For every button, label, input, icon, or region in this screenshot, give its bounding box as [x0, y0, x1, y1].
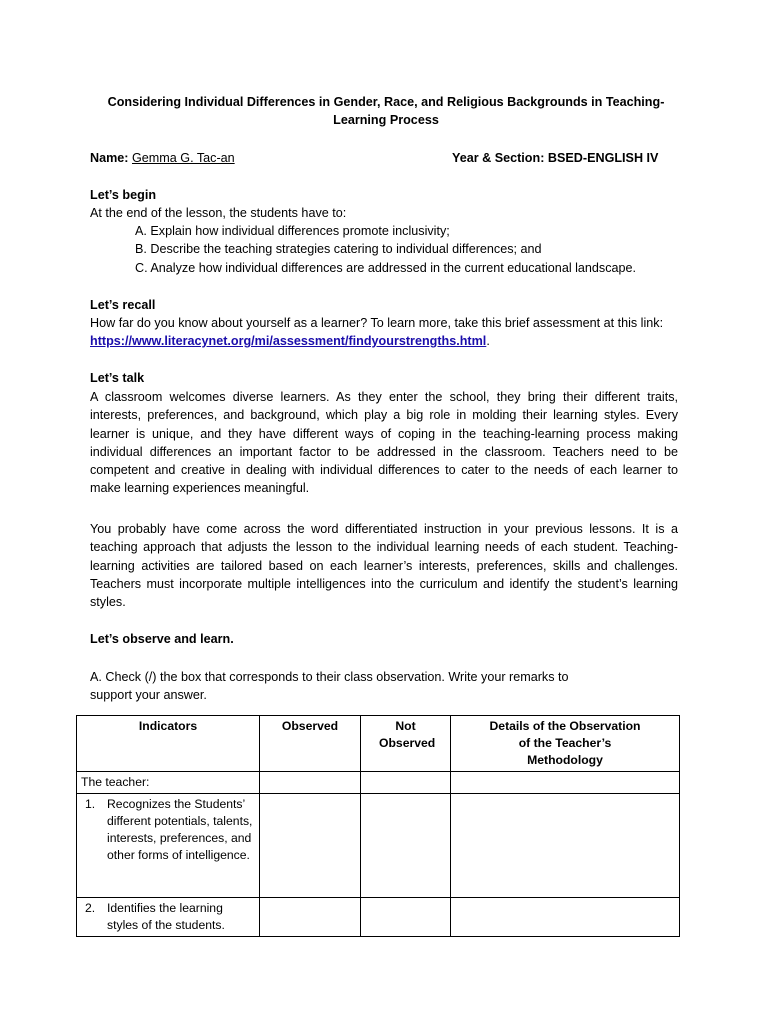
teacher-label-cell: The teacher:	[77, 772, 260, 794]
section-line	[452, 149, 658, 167]
observation-table	[76, 715, 680, 937]
observed-cell[interactable]	[260, 772, 361, 794]
header-indicators: Indicators	[77, 716, 260, 772]
objective-b: B. Describe the teaching strategies catering to individual differences; and	[135, 242, 542, 256]
indicator-number: 1.	[85, 797, 96, 811]
not-observed-cell[interactable]	[361, 772, 451, 794]
recall-heading: Let’s recall	[90, 298, 156, 312]
section-label: Year & Section:	[452, 151, 545, 165]
observed-cell[interactable]	[260, 794, 361, 898]
header-not-observed: Not Observed	[361, 716, 451, 772]
name-line	[90, 149, 235, 167]
table-row	[77, 794, 680, 898]
name-label: Name:	[90, 151, 129, 165]
recall-link-line	[90, 332, 490, 350]
header-observed: Observed	[260, 716, 361, 772]
begin-intro: At the end of the lesson, the students have to:	[90, 206, 347, 220]
table-row	[77, 898, 680, 937]
indicator-cell	[77, 794, 260, 898]
indicator-cell	[77, 898, 260, 937]
objective-c: C. Analyze how individual differences are addressed in the current educational landscape.	[135, 261, 637, 275]
assessment-link[interactable]: https://www.literacynet.org/mi/assessment/findyourstrengths.html	[90, 334, 487, 348]
document-title: Considering Individual Differences in Gender, Race, and Religious Backgrounds in Teaching-Learning Process	[107, 95, 665, 127]
observe-instruction-2: support your answer.	[90, 688, 207, 702]
observed-cell[interactable]	[260, 898, 361, 937]
header-details: Details of the Observation of the Teacher’s Methodology	[451, 716, 680, 772]
begin-heading: Let’s begin	[90, 188, 157, 202]
table-row	[77, 772, 680, 794]
talk-paragraph-2: You probably have come across the word differentiated instruction in your previous lessons. It is a teaching approach that adjusts the lesson to the individual learning needs of each student. Teaching-learning activities are tailored based on each learner’s interests, preferences, skills and challenges. Teachers must incorporate multiple intelligences into the curriculum and identify the student’s learning styles.	[90, 522, 678, 610]
recall-link-end: .	[486, 334, 490, 348]
details-cell[interactable]	[451, 772, 680, 794]
talk-paragraph-1: A classroom welcomes diverse learners. As they enter the school, they bring their different traits, interests, preferences, and background, which play a big role in molding their learning styles. Every learner is unique, and they have different ways of coping in the teaching-learning process making individual differences an important factor to be addressed in the classroom. Teachers need to be competent and creative in dealing with individual differences to cater to the needs of each learner to make learning experiences meaningful.	[90, 390, 678, 496]
indicator-number: 2.	[85, 901, 96, 915]
details-cell[interactable]	[451, 794, 680, 898]
indicator-text: Recognizes the Students’ different potentials, talents, interests, preferences, and other forms of intelligence.	[107, 797, 253, 862]
not-observed-cell[interactable]	[361, 898, 451, 937]
table-header-row	[77, 716, 680, 772]
talk-heading: Let’s talk	[90, 371, 145, 385]
recall-text: How far do you know about yourself as a learner? To learn more, take this brief assessment at this link:	[90, 316, 664, 330]
observe-heading: Let’s observe and learn.	[90, 632, 234, 646]
observe-instruction-1: A. Check (/) the box that corresponds to their class observation. Write your remarks to	[90, 670, 569, 684]
objective-a: A. Explain how individual differences promote inclusivity;	[135, 224, 450, 238]
section-value: BSED-ENGLISH IV	[547, 151, 659, 165]
not-observed-cell[interactable]	[361, 794, 451, 898]
indicator-text: Identifies the learning styles of the students.	[107, 901, 225, 932]
details-cell[interactable]	[451, 898, 680, 937]
name-value: Gemma G. Tac-an	[132, 151, 235, 165]
